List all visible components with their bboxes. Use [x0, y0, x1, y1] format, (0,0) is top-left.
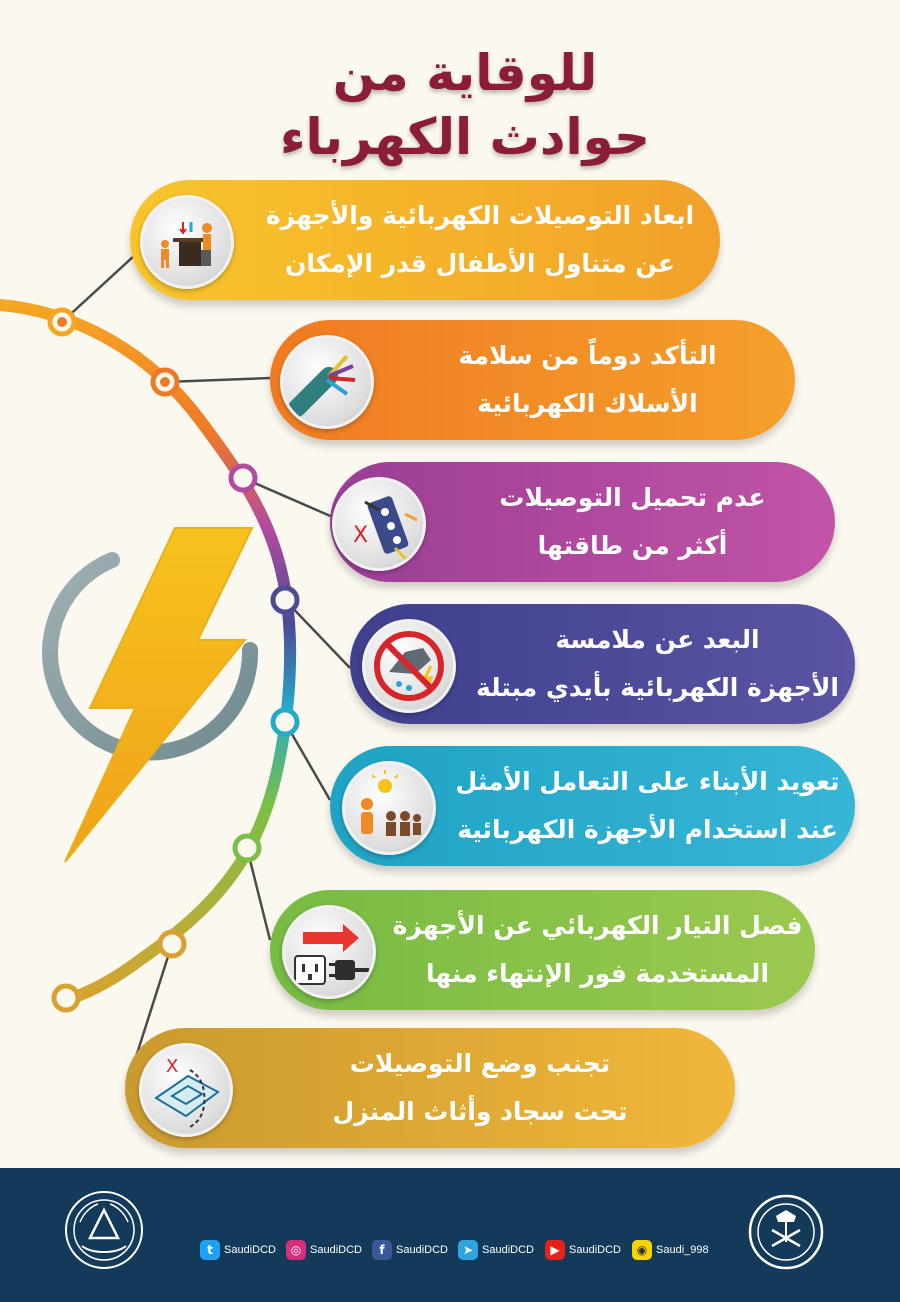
tip-7-line-2: تحت سجاد وأثاث المنزل: [332, 1097, 628, 1126]
tip-card-7: [125, 1028, 735, 1148]
ministry-emblem: [746, 1192, 826, 1272]
social-handle: SaudiDCD: [482, 1244, 534, 1256]
cable-wires-icon: [280, 335, 374, 429]
snapchat-icon: ◉: [632, 1240, 652, 1260]
twitter-icon: t: [200, 1240, 220, 1260]
tip-7-line-1: تجنب وضع التوصيلات: [349, 1049, 611, 1078]
title-line-2: حوادث الكهرباء: [279, 108, 651, 166]
social-handle: SaudiDCD: [569, 1244, 621, 1256]
tip-4-line-1: البعد عن ملامسة: [555, 625, 760, 654]
child-and-desk-icon: [140, 195, 234, 289]
tip-card-3: [330, 462, 835, 582]
tip-6-line-2: المستخدمة فور الإنتهاء منها: [425, 959, 770, 988]
social-telegram[interactable]: [458, 1238, 534, 1262]
tip-card-4: [350, 604, 855, 724]
svg-text:X: X: [353, 523, 369, 548]
title-line-1: للوقاية من: [332, 44, 598, 102]
social-handle: SaudiDCD: [310, 1244, 362, 1256]
tip-1-line-2: عن متناول الأطفال قدر الإمكان: [285, 249, 675, 278]
carpet-cable-icon: [139, 1043, 233, 1137]
tip-5-line-2: عند استخدام الأجهزة الكهربائية: [457, 815, 838, 844]
civil-defense-emblem: [62, 1188, 146, 1272]
social-youtube[interactable]: [545, 1238, 621, 1262]
social-handle: Saudi_998: [656, 1244, 709, 1256]
social-snapchat[interactable]: [632, 1238, 709, 1262]
tip-1-line-1: ابعاد التوصيلات الكهربائية والأجهزة: [265, 201, 695, 230]
tip-6-line-1: فصل التيار الكهربائي عن الأجهزة: [392, 911, 803, 940]
tip-3-line-1: عدم تحميل التوصيلات: [499, 483, 766, 512]
social-handle: SaudiDCD: [224, 1244, 276, 1256]
social-facebook[interactable]: [372, 1238, 448, 1262]
tip-5-line-1: تعويد الأبناء على التعامل الأمثل: [455, 767, 840, 796]
tip-3-line-2: أكثر من طاقتها: [537, 531, 728, 560]
tip-4-line-2: الأجهزة الكهربائية بأيدي مبتلة: [476, 673, 839, 702]
facebook-icon: f: [372, 1240, 392, 1260]
tip-2-line-2: الأسلاك الكهربائية: [477, 389, 698, 418]
social-handle: SaudiDCD: [396, 1244, 448, 1256]
tip-card-6: [270, 890, 815, 1010]
unplug-icon: [282, 905, 376, 999]
overloaded-socket-icon: [332, 477, 426, 571]
social-instagram[interactable]: [286, 1238, 362, 1262]
tip-card-2: [270, 320, 795, 440]
instagram-icon: ◎: [286, 1240, 306, 1260]
telegram-icon: ➤: [458, 1240, 478, 1260]
tip-card-1: [130, 180, 720, 300]
teaching-children-icon: [342, 761, 436, 855]
social-twitter[interactable]: [200, 1238, 276, 1262]
wet-hand-prohibited-icon: [362, 619, 456, 713]
youtube-icon: ▶: [545, 1240, 565, 1260]
tip-card-5: [330, 746, 855, 866]
svg-text:X: X: [166, 1056, 179, 1077]
tip-2-line-1: التأكد دوماً من سلامة: [458, 341, 717, 370]
